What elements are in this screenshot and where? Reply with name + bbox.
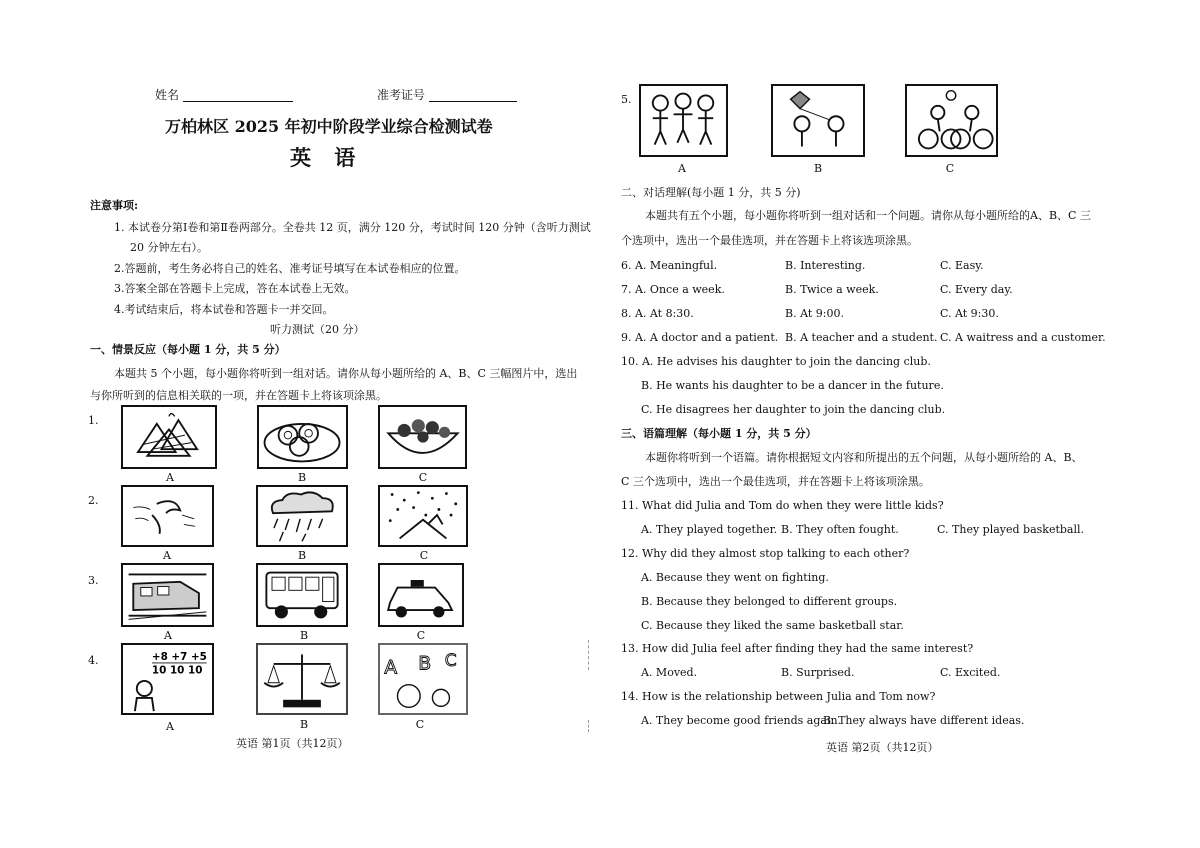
option-letter: C xyxy=(415,718,425,731)
note-line: 3.答案全部在答题卡上完成，答在本试卷上无效。 xyxy=(114,282,356,295)
q7-option-c: C. Every day. xyxy=(940,283,1013,296)
option-letter: A xyxy=(166,471,174,484)
binding-mark xyxy=(588,640,590,670)
name-blank xyxy=(183,89,293,102)
question-number: 4. xyxy=(88,654,99,667)
option-letter: A xyxy=(678,162,686,175)
section-2-intro: 本题共有五个小题，每小题你将听到一组对话和一个问题。请你从每小题所给的A、B、C 三 xyxy=(645,209,1091,222)
q12-option-a: A. Because they went on fighting. xyxy=(641,571,829,584)
q1-picture-a-zongzi xyxy=(121,405,217,469)
option-letter: A xyxy=(166,720,174,733)
section-2-intro: 个选项中，选出一个最佳选项，并在答题卡上将该选项涂黑。 xyxy=(621,234,918,247)
q13-option-b: B. Surprised. xyxy=(781,666,855,679)
section-2-heading: 二、对话理解(每小题 1 分，共 5 分) xyxy=(621,186,801,199)
q4-picture-b-scale xyxy=(256,643,348,715)
option-letter: A xyxy=(163,549,171,562)
q3-picture-b-bus xyxy=(256,563,348,627)
q2-picture-a-windy xyxy=(121,485,214,547)
svg-text:+8 +7 +5: +8 +7 +5 xyxy=(151,651,207,664)
q12-option-b: B. Because they belonged to different groups. xyxy=(641,595,898,608)
q14-stem: 14. How is the relationship between Julia and Tom now? xyxy=(621,690,936,703)
q8-option-b: B. At 9:00. xyxy=(785,307,844,320)
question-number: 1. xyxy=(88,414,99,427)
question-number: 3. xyxy=(88,574,99,587)
option-letter: B xyxy=(813,162,823,175)
option-letter: B xyxy=(299,629,309,642)
q7-option-a: 7. A. Once a week. xyxy=(621,283,725,296)
question-number: 5. xyxy=(621,93,632,106)
q11-option-c: C. They played basketball. xyxy=(937,523,1085,536)
q3-picture-c-taxi xyxy=(378,563,464,627)
listening-heading: 听力测试（20 分） xyxy=(270,323,365,336)
q11-option-b: B. They often fought. xyxy=(781,523,899,536)
q12-option-c: C. Because they liked the same basketball star. xyxy=(641,619,904,632)
q10-option-a: 10. A. He advises his daughter to join the dancing club. xyxy=(621,355,931,368)
q10-option-b: B. He wants his daughter to be a dancer in the future. xyxy=(641,379,944,392)
option-letter: C xyxy=(945,162,955,175)
option-letter: C xyxy=(416,629,426,642)
q8-option-c: C. At 9:30. xyxy=(940,307,999,320)
binding-mark xyxy=(588,720,590,732)
svg-text:10 10 10: 10 10 10 xyxy=(151,664,203,677)
note-line: 1. 本试卷分第Ⅰ卷和第Ⅱ卷两部分。全卷共 12 页，满分 120 分，考试时间 120 分钟（含听力测试 xyxy=(114,221,591,234)
q2-picture-c-snowy xyxy=(378,485,468,547)
q1-picture-b-mooncakes xyxy=(257,405,348,469)
option-letter: B xyxy=(297,471,307,484)
section-1-intro: 本题共 5 个小题，每小题你将听到一组对话。请你从每小题所给的 A、B、C 三幅图片中，选出 xyxy=(114,367,578,380)
q14-option-a: A. They become good friends again. xyxy=(641,714,842,727)
notes-heading: 注意事项: xyxy=(90,199,139,212)
q14-option-b: B. They always have different ideas. xyxy=(823,714,1025,727)
q3-picture-a-subway xyxy=(121,563,214,627)
svg-text:A: A xyxy=(384,656,398,679)
option-letter: A xyxy=(164,629,172,642)
exam-id-blank xyxy=(429,89,517,102)
question-number: 2. xyxy=(88,494,99,507)
svg-text:B: B xyxy=(418,652,432,675)
q4-picture-a-math-board xyxy=(121,643,214,715)
q5-picture-a-dancing-kids xyxy=(639,84,728,157)
svg-text:C: C xyxy=(444,650,457,671)
option-letter: B xyxy=(297,549,307,562)
q6-option-a: 6. A. Meaningful. xyxy=(621,259,718,272)
note-line: 2.答题前，考生务必将自己的姓名、准考证号填写在本试卷相应的位置。 xyxy=(114,262,466,275)
option-letter: B xyxy=(299,718,309,731)
q5-picture-b-kite-flying xyxy=(771,84,865,157)
q9-option-a: 9. A. A doctor and a patient. xyxy=(621,331,779,344)
page-1-footer: 英语 第1页（共12页） xyxy=(236,737,349,750)
q11-stem: 11. What did Julia and Tom do when they were little kids? xyxy=(621,499,944,512)
section-1-intro: 与你所听到的信息相关联的一项，并在答题卡上将该项涂黑。 xyxy=(90,389,387,402)
option-letter: C xyxy=(419,549,429,562)
section-3-intro: C 三个选项中，选出一个最佳选项，并在答题卡上将该项涂黑。 xyxy=(621,475,930,488)
section-3-heading: 三、语篇理解（每小题 1 分，共 5 分） xyxy=(621,427,817,440)
option-letter: C xyxy=(418,471,428,484)
q6-option-b: B. Interesting. xyxy=(785,259,866,272)
q6-option-c: C. Easy. xyxy=(940,259,984,272)
q11-option-a: A. They played together. xyxy=(641,523,778,536)
exam-id-field xyxy=(377,88,517,102)
q2-picture-b-rainy xyxy=(256,485,348,547)
q4-picture-c-abc-letters xyxy=(378,643,468,715)
note-line: 4.考试结束后，将本试卷和答题卡一并交回。 xyxy=(114,303,334,316)
q1-picture-c-dumplings xyxy=(378,405,467,469)
exam-title: 万柏林区 2025 年初中阶段学业综合检测试卷 xyxy=(165,117,493,136)
name-field xyxy=(155,88,293,102)
q10-option-c: C. He disagrees her daughter to join the dancing club. xyxy=(641,403,946,416)
q13-option-a: A. Moved. xyxy=(641,666,698,679)
q5-picture-c-cycling xyxy=(905,84,998,157)
page-2-footer: 英语 第2页（共12页） xyxy=(826,741,939,754)
q7-option-b: B. Twice a week. xyxy=(785,283,879,296)
q8-option-a: 8. A. At 8:30. xyxy=(621,307,694,320)
q9-option-c: C. A waitress and a customer. xyxy=(940,331,1106,344)
subject-title: 英 语 xyxy=(290,145,364,170)
name-label: 姓名 xyxy=(155,88,180,102)
q13-option-c: C. Excited. xyxy=(940,666,1001,679)
exam-id-label: 准考证号 xyxy=(377,88,426,102)
q13-stem: 13. How did Julia feel after finding they had the same interest? xyxy=(621,642,974,655)
note-line: 20 分钟左右）。 xyxy=(130,241,208,254)
q9-option-b: B. A teacher and a student. xyxy=(785,331,938,344)
section-1-heading: 一、情景反应（每小题 1 分，共 5 分） xyxy=(90,343,286,356)
q12-stem: 12. Why did they almost stop talking to each other? xyxy=(621,547,910,560)
section-3-intro: 本题你将听到一个语篇。请你根据短文内容和所提出的五个问题，从每小题所给的 A、B、 xyxy=(645,451,1083,464)
